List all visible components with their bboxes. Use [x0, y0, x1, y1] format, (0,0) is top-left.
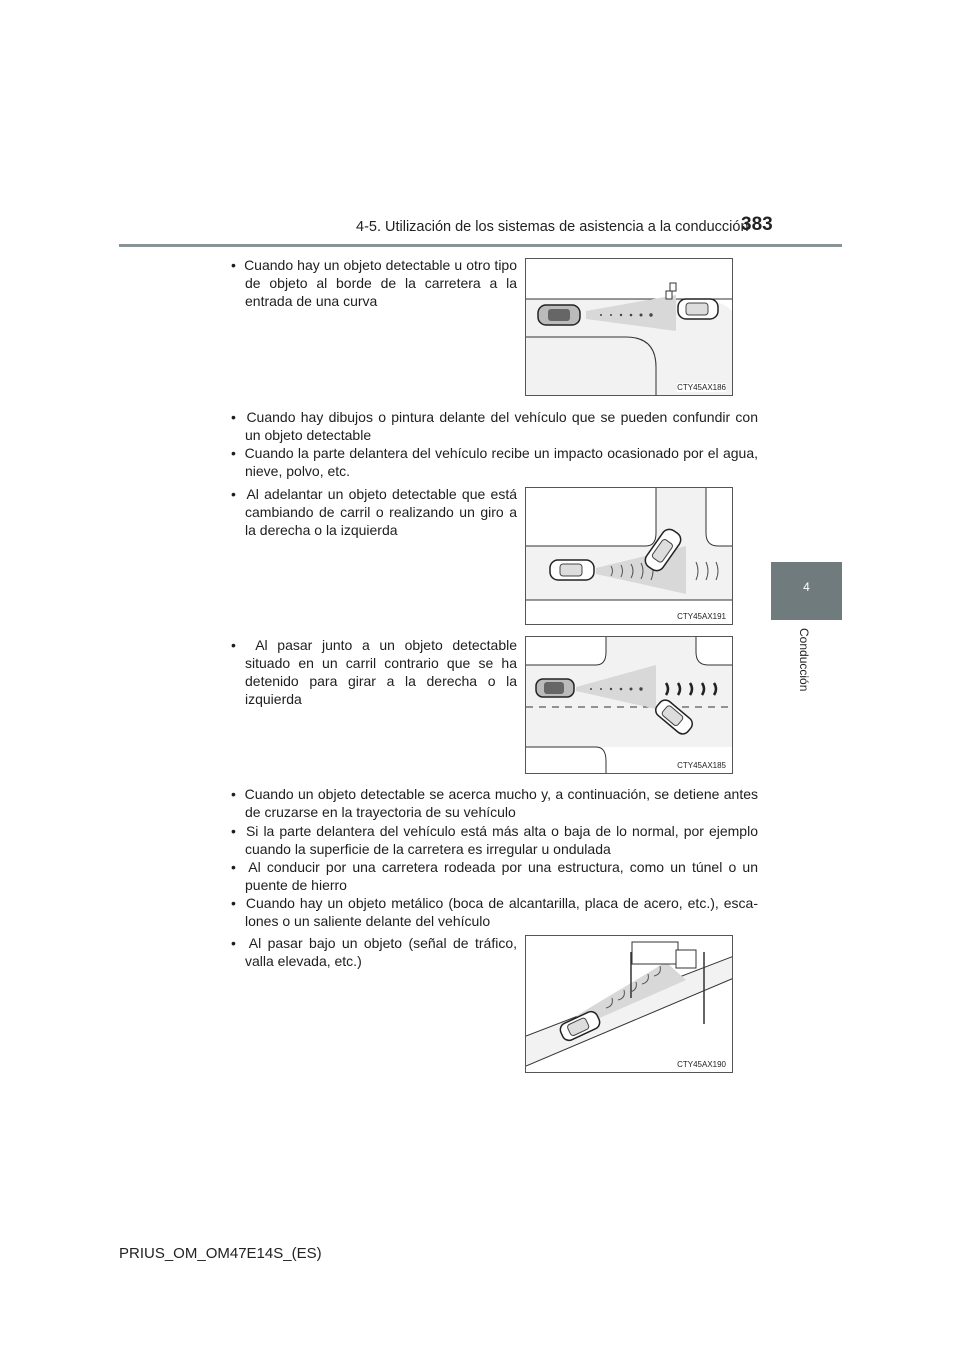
figure-caption: CTY45AX190 [677, 1060, 726, 1069]
list-item: • Cuando hay un objeto metálico (boca de alcantarilla, placa de acero, etc.), esca-lones o un saliente delante del vehículo [231, 895, 758, 929]
figure-caption: CTY45AX186 [677, 383, 726, 392]
list-item: • Al adelantar un objeto detectable que está cambiando de carril o realizando un giro a la derecha o la izquierda [231, 486, 517, 538]
list-item: • Si la parte delantera del vehículo está más alta o baja de lo normal, por ejemplo cuando la superficie de la carretera es irregular u ondulada [231, 823, 758, 857]
figure-lane-change [525, 487, 733, 625]
list-item: • Al pasar bajo un objeto (señal de tráfico, valla elevada, etc.) [231, 935, 517, 969]
figure-curve [525, 258, 733, 396]
list-item: • Al conducir por una carretera rodeada por una estructura, como un túnel o un puente de hierro [231, 859, 758, 893]
list-item: • Al pasar junto a un objeto detectable situado en un carril contrario que se ha detenido para girar a la derecha o la izquierda [231, 637, 518, 707]
chapter-label: Conducción [797, 628, 811, 692]
page-number: 383 [741, 214, 773, 235]
figure-overhead-sign [525, 935, 733, 1073]
list-item: • Cuando hay un objeto detectable u otro tipo de objeto al borde de la carretera a la entrada de una curva [231, 257, 517, 309]
chapter-tab [771, 562, 842, 620]
figure-opposite-lane [525, 636, 733, 774]
list-item: • Cuando hay dibujos o pintura delante del vehículo que se pueden confundir con un objeto detectable [231, 409, 758, 443]
section-title: 4-5. Utilización de los sistemas de asistencia a la conducción [356, 219, 749, 235]
figure-caption: CTY45AX185 [677, 761, 726, 770]
document-id: PRIUS_OM_OM47E14S_(ES) [119, 1245, 322, 1262]
list-item: • Cuando un objeto detectable se acerca mucho y, a continuación, se detiene antes de cruzarse en la trayectoria de su vehículo [231, 786, 758, 820]
header-divider [119, 244, 842, 247]
figure-caption: CTY45AX191 [677, 612, 726, 621]
chapter-number: 4 [803, 580, 810, 594]
list-item: • Cuando la parte delantera del vehículo recibe un impacto ocasionado por el agua, nieve, polvo, etc. [231, 445, 759, 479]
